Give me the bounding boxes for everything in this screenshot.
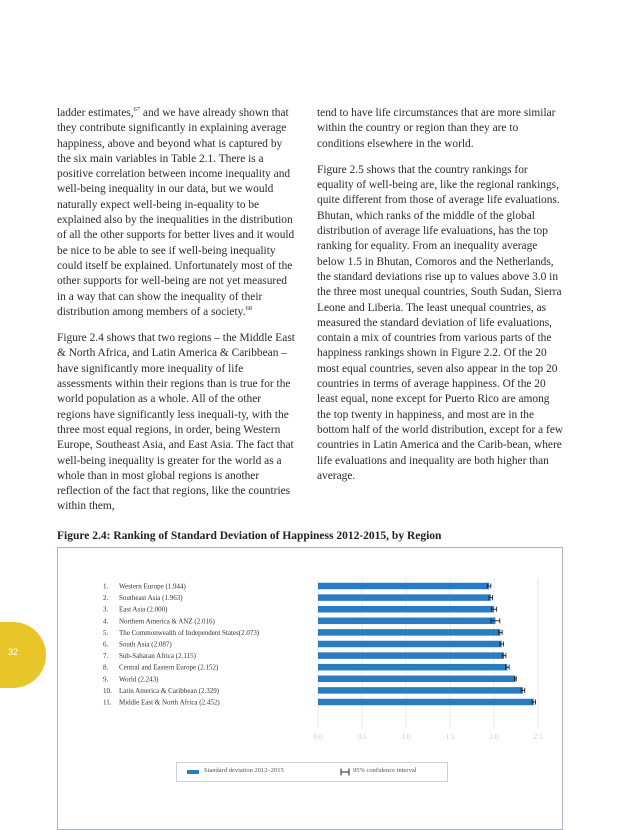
- rank-label: 7.: [103, 652, 109, 661]
- footnote-ref-68[interactable]: 68: [245, 305, 252, 313]
- bar: [318, 629, 500, 636]
- x-tick-label: 0.0: [313, 732, 323, 741]
- rank-label: 10.: [103, 686, 112, 695]
- x-tick-label: 0.5: [357, 732, 367, 741]
- legend-ci-icon: [340, 768, 350, 776]
- chart-legend: [176, 762, 448, 782]
- bar: [318, 676, 515, 683]
- category-label: Sub-Saharan Africa (2.115): [119, 652, 196, 661]
- category-label: Western Europe (1.944): [119, 582, 186, 591]
- rank-label: 2.: [103, 594, 109, 603]
- figure-title: Figure 2.4: Ranking of Standard Deviation of Happiness 2012-2015, by Region: [57, 530, 442, 542]
- legend-bar-label: Standard deviation 2012–2015: [204, 767, 284, 774]
- category-label: East Asia (2.000): [119, 605, 168, 614]
- bar: [318, 583, 489, 590]
- x-tick-label: 2.5: [533, 732, 543, 741]
- bar: [318, 606, 494, 613]
- rank-label: 4.: [103, 617, 109, 626]
- category-label: World (2.243): [119, 675, 159, 684]
- page-number: 32: [7, 647, 18, 657]
- x-tick-label: 1.0: [401, 732, 411, 741]
- category-label: Latin America & Caribbean (2.329): [119, 686, 220, 695]
- legend-bar-swatch: [187, 770, 199, 774]
- footnote-ref-67[interactable]: 67: [133, 106, 141, 114]
- rank-label: 11.: [103, 698, 112, 707]
- legend-ci-label: 95% confidence interval: [353, 767, 417, 774]
- category-label: Northern America & ANZ (2.016): [119, 617, 215, 626]
- bar: [318, 699, 534, 706]
- rank-label: 5.: [103, 628, 109, 637]
- bar: [318, 652, 504, 659]
- category-label: Middle East & North Africa (2.452): [119, 698, 220, 707]
- left-p1-body: and we have already shown that they contribute significantly in explaining average happiness, above and beyond what is captured by the six main variables in Table 2.1. There is a positive correlation between income inequality and well-being inequality in our data, but we would naturally expect well-being in-equality to be explained also by the inequalities in the distribution of all the other supports for better lives and it would be nice to be able to see if well-being inequality could itself be explained. Unfortunately most of the other supports for well-being are not yet measured in a way that can show the inequality of their distribution among members of a society.: [57, 107, 295, 318]
- rank-label: 1.: [103, 582, 109, 591]
- category-label: The Commonwealth of Independent States(2.073): [119, 628, 260, 637]
- bar: [318, 618, 495, 625]
- x-tick-label: 1.5: [445, 732, 455, 741]
- category-label: Central and Eastern Europe (2.152): [119, 663, 219, 672]
- bar: [318, 594, 491, 601]
- rank-label: 8.: [103, 663, 109, 672]
- bar: [318, 664, 507, 671]
- left-p1-start: ladder estimates,: [57, 107, 134, 119]
- category-label: South Asia (2.087): [119, 640, 172, 649]
- x-tick-label: 2.0: [489, 732, 499, 741]
- bar: [318, 687, 523, 694]
- rank-label: 6.: [103, 640, 109, 649]
- category-label: Southeast Asia (1.963): [119, 594, 183, 603]
- right-paragraph-2: Figure 2.5 shows that the country rankings for equality of well-being are, like the regional rankings, quite different from those of average life evaluations. Bhutan, which ranks of the middle of the global distribution of average life evaluations, has the top ranking for equality. From an inequality average below 1.5 in Bhutan, Comoros and the Netherlands, the standard deviations rise up to values above 3.0 in the three most unequal countries, South Sudan, Sierra Leone and Liberia. The least unequal countries, as measured the standard deviation of life evaluations, contain a mix of countries from various parts of the happiness rankings shown in Figure 2.2. Of the 20 most equal countries, seven also appear in the top 20 countries in terms of average happiness. Of the 20 least equal, none except for Puerto Rico are among the top twenty in happiness, and most are in the bottom half of the world distribution, except for a few countries in Latin America and the Carib-bean, where life evaluations and inequality are both higher than average.: [317, 163, 564, 482]
- rank-label: 3.: [103, 605, 109, 614]
- left-paragraph-2: Figure 2.4 shows that two regions – the Middle East & North Africa, and Latin America & Caribbean – have significantly more inequality of life assessments within their regions than is true for the world population as a whole. All of the other regions have significantly less inequali-ty, with the three most equal regions, in order, being Western Europe, Southeast Asia, and East Asia. The fact that well-being inequality is greater for the world as a whole than in most global regions is another reflection of the fact that regions, like the countries within them,: [57, 332, 295, 513]
- bar: [318, 641, 502, 648]
- rank-label: 9.: [103, 675, 109, 684]
- right-paragraph-1: tend to have life circumstances that are more similar within the country or region than they are to conditions elsewhere in the world.: [317, 107, 556, 150]
